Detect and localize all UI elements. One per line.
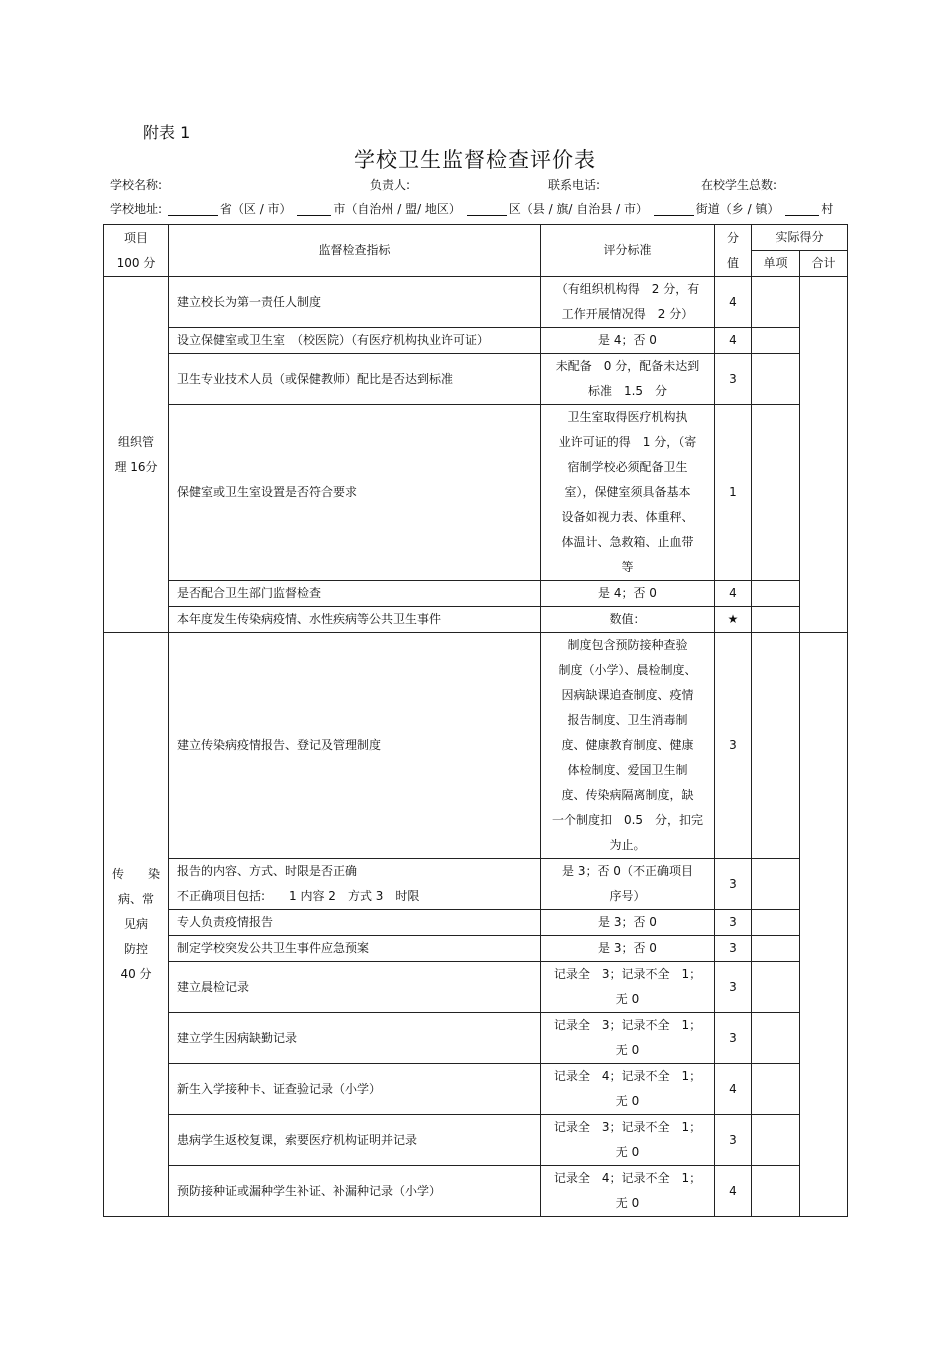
standard-text: 是 3；否 0	[598, 941, 657, 955]
indicator-cell	[169, 859, 541, 910]
header-score-char2: 值	[726, 255, 739, 270]
standard-text: 等	[621, 560, 634, 574]
table-row	[104, 1064, 848, 1115]
header-score-char1: 分	[726, 230, 739, 245]
students-label: 在校学生总数:	[701, 178, 778, 192]
village-blank	[785, 203, 819, 216]
header-row	[104, 225, 848, 251]
address-label: 学校地址:	[110, 202, 163, 216]
standard-text: 室），保健室须具备基本	[564, 485, 691, 499]
standard-cell	[541, 277, 715, 328]
category-text: 见病	[123, 917, 148, 931]
standard-text: 体检制度、爱国卫生制	[567, 763, 688, 777]
score-cell: 4	[715, 1166, 752, 1217]
score-cell: ★	[715, 607, 752, 633]
standard-text: 无 0	[615, 1196, 640, 1210]
score-cell: 3	[715, 936, 752, 962]
table-body	[104, 225, 848, 1217]
standard-text: 记录全 4；记录不全 1；	[553, 1069, 702, 1083]
phone-label: 联系电话:	[548, 178, 601, 192]
standard-text: 无 0	[615, 1145, 640, 1159]
single-score-cell[interactable]	[752, 581, 800, 607]
city-blank	[297, 203, 331, 216]
category-text: 40 分	[120, 967, 152, 981]
indicator-cell	[169, 354, 541, 405]
single-score-cell[interactable]	[752, 962, 800, 1013]
total-score-cell[interactable]	[800, 277, 848, 633]
score-cell: 4	[715, 581, 752, 607]
standard-text: 宿制学校必须配备卫生	[567, 460, 688, 474]
standard-text: 体温计、急救箱、止血带	[561, 535, 694, 549]
category-text: 病、常	[117, 892, 154, 906]
score-cell: 3	[715, 1115, 752, 1166]
single-score-cell[interactable]	[752, 633, 800, 859]
indicator-cell	[169, 328, 541, 354]
single-score-cell[interactable]	[752, 328, 800, 354]
score-cell: 4	[715, 1064, 752, 1115]
standard-cell	[541, 1115, 715, 1166]
evaluation-table	[103, 224, 848, 1217]
score-cell: 3	[715, 962, 752, 1013]
standard-text: 无 0	[615, 992, 640, 1006]
indicator-cell	[169, 936, 541, 962]
score-cell: 3	[715, 354, 752, 405]
school-name-label: 学校名称:	[110, 178, 163, 192]
indicator-cell	[169, 633, 541, 859]
table-row	[104, 607, 848, 633]
indicator-text: 报告的内容、方式、时限是否正确	[177, 864, 358, 878]
standard-text: 标准 1.5 分	[587, 384, 668, 398]
standard-text: 度、传染病隔离制度，缺	[561, 788, 694, 802]
standard-cell	[541, 328, 715, 354]
indicator-cell	[169, 1013, 541, 1064]
standard-cell	[541, 859, 715, 910]
table-row	[104, 962, 848, 1013]
header-total: 合计	[800, 251, 848, 277]
category-text: 组织管	[117, 434, 154, 449]
principal-label: 负责人:	[370, 178, 411, 192]
standard-text: 记录全 3；记录不全 1；	[553, 1018, 702, 1032]
standard-text: 记录全 3；记录不全 1；	[553, 967, 702, 981]
standard-text: 报告制度、卫生消毒制	[567, 713, 688, 727]
single-score-cell[interactable]	[752, 1013, 800, 1064]
table-row	[104, 581, 848, 607]
standard-text: 记录全 4；记录不全 1；	[553, 1171, 702, 1185]
score-cell: 3	[715, 1013, 752, 1064]
score-cell: 3	[715, 910, 752, 936]
category-text: 防控	[123, 942, 148, 956]
standard-cell	[541, 1064, 715, 1115]
indicator-text: 新生入学接种卡、证查验记录（小学）	[177, 1081, 382, 1096]
standard-cell	[541, 354, 715, 405]
single-score-cell[interactable]	[752, 936, 800, 962]
table-row	[104, 354, 848, 405]
standard-text: 制度包含预防接种查验	[567, 638, 688, 652]
appendix-label: 附表 1	[143, 123, 191, 142]
standard-cell	[541, 633, 715, 859]
table-row	[104, 936, 848, 962]
indicator-cell	[169, 1166, 541, 1217]
standard-text: （有组织机构得 2 分，有	[555, 282, 700, 296]
indicator-cell	[169, 607, 541, 633]
indicator-text: 建立校长为第一责任人制度	[177, 294, 322, 309]
score-cell: 3	[715, 633, 752, 859]
indicator-text: 建立传染病疫情报告、登记及管理制度	[177, 738, 382, 752]
standard-text: 工作开展情况得 2 分）	[561, 307, 694, 321]
category-text: 传 染	[111, 867, 160, 881]
district-label: 区（县 / 旗/ 自治县 / 市）	[508, 202, 648, 216]
indicator-text: 不正确项目包括: 1 内容 2 方式 3 时限	[177, 889, 420, 903]
street-label: 街道（乡 / 镇）	[695, 202, 780, 216]
standard-text: 是 3；否 0（不正确项目	[562, 864, 693, 878]
standard-cell	[541, 581, 715, 607]
single-score-cell[interactable]	[752, 859, 800, 910]
standard-text: 度、健康教育制度、健康	[561, 738, 694, 752]
single-score-cell[interactable]	[752, 354, 800, 405]
street-blank	[654, 203, 694, 216]
standard-text: 是 4；否 0	[598, 586, 657, 600]
category-cell	[104, 633, 169, 1217]
standard-text: 制度（小学）、晨检制度、	[558, 663, 697, 677]
header-single: 单项	[752, 251, 800, 277]
score-cell: 4	[715, 277, 752, 328]
standard-cell	[541, 1013, 715, 1064]
table-row	[104, 859, 848, 910]
indicator-cell	[169, 277, 541, 328]
score-cell: 1	[715, 405, 752, 581]
indicator-text: 专人负责疫情报告	[177, 915, 274, 929]
indicator-cell	[169, 1115, 541, 1166]
score-cell: 4	[715, 328, 752, 354]
standard-text: 业许可证的得 1 分，（寄	[558, 435, 697, 449]
city-label: 市（自治州 / 盟/ 地区）	[333, 202, 461, 216]
standard-cell	[541, 1166, 715, 1217]
table-row	[104, 1115, 848, 1166]
standard-text: 数值：	[609, 612, 646, 626]
header-item	[104, 225, 169, 277]
indicator-cell	[169, 1064, 541, 1115]
page-title: 学校卫生监督检查评价表	[354, 148, 596, 172]
header-indicator: 监督检查指标	[169, 225, 541, 277]
single-score-cell[interactable]	[752, 405, 800, 581]
indicator-text: 本年度发生传染病疫情、水性疾病等公共卫生事件	[177, 612, 442, 626]
category-cell	[104, 277, 169, 633]
header-score	[715, 225, 752, 277]
address-line	[110, 200, 833, 217]
single-score-cell[interactable]	[752, 910, 800, 936]
indicator-text: 建立学生因病缺勤记录	[177, 1030, 298, 1045]
standard-text: 无 0	[615, 1094, 640, 1108]
header-item-title: 项目	[123, 230, 148, 245]
table-row	[104, 405, 848, 581]
indicator-text: 设立保健室或卫生室 （校医院）（有医疗机构执业许可证）	[177, 333, 490, 347]
indicator-text: 卫生专业技术人员（或保健教师）配比是否达到标准	[177, 371, 454, 386]
table-row	[104, 1013, 848, 1064]
header-standard: 评分标准	[541, 225, 715, 277]
table-row	[104, 910, 848, 936]
standard-text: 卫生室取得医疗机构执	[567, 410, 688, 424]
score-cell: 3	[715, 859, 752, 910]
standard-cell	[541, 607, 715, 633]
district-blank	[467, 203, 507, 216]
table-row	[104, 277, 848, 328]
standard-text: 未配备 0 分，配备未达到	[555, 359, 700, 373]
indicator-text: 建立晨检记录	[177, 979, 250, 994]
total-score-cell[interactable]	[800, 633, 848, 1217]
single-score-cell[interactable]	[752, 1064, 800, 1115]
standard-text: 无 0	[615, 1043, 640, 1057]
single-score-cell[interactable]	[752, 277, 800, 328]
standard-text: 为止。	[609, 838, 646, 852]
indicator-cell	[169, 405, 541, 581]
indicator-text: 患病学生返校复课，索要医疗机构证明并记录	[177, 1132, 418, 1147]
single-score-cell[interactable]	[752, 1166, 800, 1217]
standard-text: 序号）	[609, 889, 646, 903]
indicator-cell	[169, 962, 541, 1013]
standard-cell	[541, 910, 715, 936]
table-row	[104, 328, 848, 354]
standard-text: 是 4；否 0	[598, 333, 657, 347]
table-row	[104, 633, 848, 859]
standard-text: 设备如视力表、体重秤、	[561, 510, 694, 524]
standard-text: 一个制度扣 0.5 分，扣完	[551, 813, 704, 827]
table-row	[104, 1166, 848, 1217]
standard-text: 是 3；否 0	[598, 915, 657, 929]
indicator-text: 是否配合卫生部门监督检查	[177, 586, 322, 600]
single-score-cell[interactable]	[752, 607, 800, 633]
indicator-cell	[169, 581, 541, 607]
standard-cell	[541, 405, 715, 581]
header-actual-score: 实际得分	[752, 225, 848, 251]
province-label: 省（区 / 市）	[219, 202, 292, 216]
indicator-text: 制定学校突发公共卫生事件应急预案	[177, 941, 370, 955]
standard-cell	[541, 936, 715, 962]
indicator-cell	[169, 910, 541, 936]
single-score-cell[interactable]	[752, 1115, 800, 1166]
village-label: 村	[821, 202, 834, 216]
header-item-points: 100 分	[116, 255, 156, 270]
category-text: 理 16分	[114, 459, 158, 474]
indicator-text: 保健室或卫生室设置是否符合要求	[177, 485, 358, 499]
standard-text: 记录全 3；记录不全 1；	[553, 1120, 702, 1134]
standard-cell	[541, 962, 715, 1013]
province-blank	[168, 203, 218, 216]
indicator-text: 预防接种证或漏种学生补证、补漏种记录（小学）	[177, 1183, 442, 1198]
standard-text: 因病缺课追查制度、疫情	[561, 688, 694, 702]
